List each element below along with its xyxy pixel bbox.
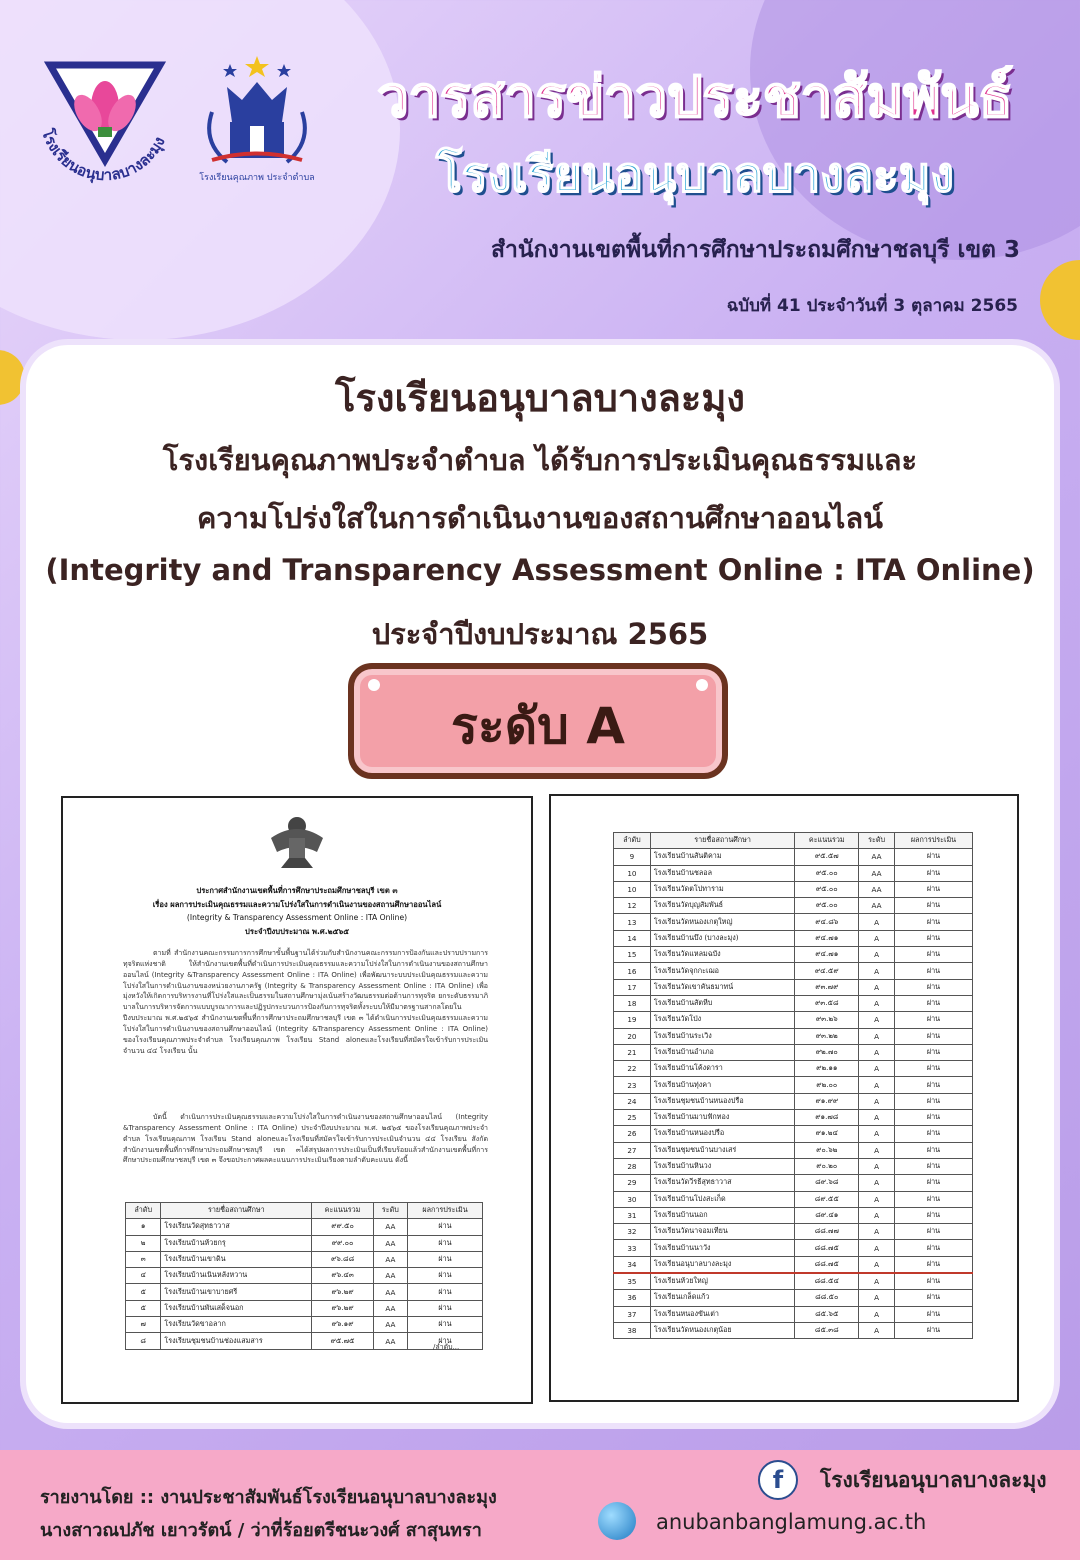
table-header-cell: รายชื่อสถานศึกษา <box>650 833 795 849</box>
facebook-page-name[interactable]: โรงเรียนอนุบาลบางละมุง <box>820 1468 1047 1492</box>
table-cell: ๘๘.๗๗ <box>795 1224 859 1240</box>
table-cell: โรงเรียนบ้านทุ่งคา <box>650 1077 795 1093</box>
table-cell: 24 <box>614 1093 651 1109</box>
table-cell: ๙๑.๒๔ <box>795 1126 859 1142</box>
table-row <box>614 1061 973 1077</box>
table-cell: ผ่าน <box>894 1175 972 1191</box>
table-row <box>614 1306 973 1322</box>
table-cell: โรงเรียนบ้านอำเภอ <box>650 1044 795 1060</box>
table-header-cell: รายชื่อสถานศึกษา <box>161 1203 312 1219</box>
table-cell: ๔ <box>126 1268 161 1284</box>
table-row <box>614 1240 973 1256</box>
ranking-document <box>549 794 1019 1402</box>
table-cell: 29 <box>614 1175 651 1191</box>
table-row <box>614 1093 973 1109</box>
doc-heading-4: ประจำปีงบประมาณ พ.ศ.๒๕๖๕ <box>245 926 349 936</box>
table-cell: ๙๔.๘๖ <box>795 914 859 930</box>
table-cell: ๙๓.๗๙ <box>795 979 859 995</box>
card-line-1: โรงเรียนคุณภาพประจำตำบล ได้รับการประเมินคุณธรรมและ <box>162 443 918 477</box>
level-badge <box>348 663 728 779</box>
table-cell: 15 <box>614 947 651 963</box>
table-row <box>614 898 973 914</box>
table-cell: ผ่าน <box>894 1158 972 1174</box>
globe-icon <box>598 1502 636 1540</box>
table-row <box>614 849 973 865</box>
table-cell: ผ่าน <box>894 1110 972 1126</box>
table-row <box>126 1251 483 1267</box>
table-row <box>614 914 973 930</box>
table-cell: AA <box>373 1268 407 1284</box>
card-line-3: (Integrity and Transparency Assessment Online : ITA Online) <box>45 553 1035 587</box>
table-cell: โรงเรียนบ้านเนินหลังหวาน <box>161 1268 312 1284</box>
table-cell: โรงเรียนวัดหนองเกตุใหญ่ <box>650 914 795 930</box>
table-cell: 9 <box>614 849 651 865</box>
table-cell: ๙๙.๐๐ <box>312 1235 373 1251</box>
table-cell: 17 <box>614 979 651 995</box>
table-row <box>126 1333 483 1349</box>
table-row <box>614 1126 973 1142</box>
table-cell: AA <box>373 1333 407 1349</box>
table-cell: AA <box>859 865 895 881</box>
table-cell: 32 <box>614 1224 651 1240</box>
table-row <box>126 1317 483 1333</box>
table-cell: ๙๕.๐๐ <box>795 865 859 881</box>
table-cell: ๙๒.๐๐ <box>795 1077 859 1093</box>
table-cell: โรงเรียนวัดหนองเกตุน้อย <box>650 1322 795 1338</box>
card-school-title: โรงเรียนอนุบาลบางละมุง <box>335 376 745 420</box>
table-cell: A <box>859 1110 895 1126</box>
table-cell: ๙๙.๕๐ <box>312 1219 373 1235</box>
table-cell: 20 <box>614 1028 651 1044</box>
table-cell: โรงเรียนหนองขันเต่า <box>650 1306 795 1322</box>
table-cell: 26 <box>614 1126 651 1142</box>
table-cell: ผ่าน <box>894 995 972 1011</box>
table-cell: AA <box>859 881 895 897</box>
table-row <box>126 1284 483 1300</box>
table-cell: ผ่าน <box>894 914 972 930</box>
table-row <box>614 1175 973 1191</box>
table-row <box>614 1142 973 1158</box>
table-cell: โรงเรียนวัดขาอลาก <box>161 1317 312 1333</box>
table-cell: ผ่าน <box>894 865 972 881</box>
table-cell: ๘ <box>126 1333 161 1349</box>
table-header-cell: ผลการประเมิน <box>894 833 972 849</box>
table-row <box>614 947 973 963</box>
table-cell: โรงเรียนอนุบาลบางละมุง <box>650 1256 795 1273</box>
table-row <box>126 1300 483 1316</box>
table-cell: โรงเรียนบ้านนอก <box>650 1207 795 1223</box>
level-badge-text: ระดับ A <box>450 697 626 755</box>
table-cell: A <box>859 1273 895 1290</box>
table-cell: 27 <box>614 1142 651 1158</box>
issue-date: ฉบับที่ 41 ประจำวันที่ 3 ตุลาคม 2565 <box>726 296 1018 316</box>
table-cell: โรงเรียนบ้านระเวิง <box>650 1028 795 1044</box>
table-header-cell: ระดับ <box>373 1203 407 1219</box>
table-row <box>614 1290 973 1306</box>
table-cell: ผ่าน <box>894 1290 972 1306</box>
table-cell: 33 <box>614 1240 651 1256</box>
decorative-circle <box>1040 260 1080 340</box>
table-cell: A <box>859 1175 895 1191</box>
table-row <box>614 1224 973 1240</box>
continued-note: /ลำดับ... <box>433 1343 460 1351</box>
table-row <box>126 1235 483 1251</box>
table-row <box>614 979 973 995</box>
table-cell: ผ่าน <box>894 1077 972 1093</box>
table-cell: ๘๕.๖๕ <box>795 1306 859 1322</box>
table-cell: ผ่าน <box>894 1044 972 1060</box>
doc-heading-2: เรื่อง ผลการประเมินคุณธรรมและความโปร่งใสในการดำเนินงานของสถานศึกษาออนไลน์ <box>152 899 442 909</box>
table-cell: ผ่าน <box>894 1012 972 1028</box>
garuda-emblem <box>267 812 327 874</box>
table-cell: ๙๐.๒๐ <box>795 1158 859 1174</box>
table-cell: 36 <box>614 1290 651 1306</box>
table-cell: โรงเรียนวัดโป่ง <box>650 1012 795 1028</box>
announcement-document <box>61 796 533 1404</box>
table-header-cell: คะแนนรวม <box>312 1203 373 1219</box>
table-cell: โรงเรียนวัดตโปทาราม <box>650 881 795 897</box>
table-cell: ผ่าน <box>894 881 972 897</box>
table-row <box>614 1207 973 1223</box>
table-cell: 18 <box>614 995 651 1011</box>
table-cell: โรงเรียนชุมชนบ้านบางเสร่ <box>650 1142 795 1158</box>
table-cell: A <box>859 1061 895 1077</box>
office-name: สำนักงานเขตพื้นที่การศึกษาประถมศึกษาชลบุรี เขต 3 <box>490 237 1020 263</box>
table-cell: AA <box>373 1235 407 1251</box>
table-cell: ๙๖.๔๓ <box>312 1268 373 1284</box>
table-cell: ผ่าน <box>894 1126 972 1142</box>
table-cell: โรงเรียนบ้านเขาดิน <box>161 1251 312 1267</box>
table-cell: ๙๓.๒๖ <box>795 1012 859 1028</box>
table-cell: 10 <box>614 865 651 881</box>
table-cell: 35 <box>614 1273 651 1290</box>
table-cell: A <box>859 1207 895 1223</box>
table-row <box>614 881 973 897</box>
table-cell: ๗ <box>126 1317 161 1333</box>
table-cell: โรงเรียนวัดจุกกะเฌอ <box>650 963 795 979</box>
table-cell: โรงเรียนบ้านบึง (บางละมุง) <box>650 930 795 946</box>
table-row <box>614 1110 973 1126</box>
doc-heading-1: ประกาศสำนักงานเขตพื้นที่การศึกษาประถมศึกษาชลบุรี เขต ๓ <box>196 886 398 895</box>
table-cell: ๙๐.๖๒ <box>795 1142 859 1158</box>
table-cell: 19 <box>614 1012 651 1028</box>
card-line-2: ความโปร่งใสในการดำเนินงานของสถานศึกษาออนไลน์ <box>197 501 883 535</box>
table-cell: 14 <box>614 930 651 946</box>
table-cell: AA <box>859 849 895 865</box>
table-cell: A <box>859 1240 895 1256</box>
table-cell: A <box>859 1191 895 1207</box>
table-cell: ผ่าน <box>894 1061 972 1077</box>
table-cell: ๙๖.๒๙ <box>312 1284 373 1300</box>
table-cell: ผ่าน <box>408 1219 483 1235</box>
table-cell: โรงเรียนบ้านชลอล <box>650 865 795 881</box>
table-cell: ผ่าน <box>894 1240 972 1256</box>
table-cell: AA <box>373 1317 407 1333</box>
table-cell: A <box>859 1290 895 1306</box>
table-row <box>614 995 973 1011</box>
table-cell: 22 <box>614 1061 651 1077</box>
table-cell: A <box>859 1077 895 1093</box>
table-cell: โรงเรียนวัดแหลมฉบัง <box>650 947 795 963</box>
table-cell: โรงเรียนบ้านเขาบายศรี <box>161 1284 312 1300</box>
logo2-text: โรงเรียนคุณภาพ ประจำตำบล <box>199 173 315 183</box>
table-cell: ๘๘.๗๕ <box>795 1240 859 1256</box>
table-cell: 38 <box>614 1322 651 1338</box>
table-cell: AA <box>373 1284 407 1300</box>
table-cell: ผ่าน <box>894 849 972 865</box>
table-cell: ๓ <box>126 1251 161 1267</box>
table-cell: ๙๖.๒๙ <box>312 1300 373 1316</box>
table-header-cell: คะแนนรวม <box>795 833 859 849</box>
table-cell: AA <box>373 1219 407 1235</box>
table-row <box>126 1219 483 1235</box>
table-cell: A <box>859 1044 895 1060</box>
facebook-icon[interactable]: f <box>758 1460 798 1500</box>
table-row <box>614 865 973 881</box>
table-row <box>614 1077 973 1093</box>
table-cell: ๘๙.๔๑ <box>795 1207 859 1223</box>
table-cell: โรงเรียนวัดสุทธาวาส <box>161 1219 312 1235</box>
table-cell: โรงเรียนบ้านสัตหีบ <box>650 995 795 1011</box>
table-cell: ผ่าน <box>408 1333 483 1349</box>
table-cell: 34 <box>614 1256 651 1273</box>
card-line-4: ประจำปีงบประมาณ 2565 <box>371 617 709 651</box>
table-cell: ผ่าน <box>894 1093 972 1109</box>
table-cell: โรงเรียนบ้านมาบฟักทอง <box>650 1110 795 1126</box>
table-cell: โรงเรียนบ้านห้วยกรุ <box>161 1235 312 1251</box>
table-cell: A <box>859 1126 895 1142</box>
table-cell: ๕ <box>126 1300 161 1316</box>
table-cell: ผ่าน <box>408 1300 483 1316</box>
table-cell: โรงเรียนวัดเขาคันธมาทน์ <box>650 979 795 995</box>
table-cell: 12 <box>614 898 651 914</box>
table-cell: โรงเรียนชุมชนบ้านหนองปรือ <box>650 1093 795 1109</box>
doc-paragraph-2: บัดนี้ ดำเนินการประเมินคุณธรรมและความโปร่งใสในการดำเนินงานของสถานศึกษาออนไลน์ (Integrity &Transparency Assessment Online : ITA Online) ประจำปีงบประมาณ พ.ศ. ๒๕๖๕ ของโรงเรียนคุณภาพประจำตำบล โรงเรียนคุณภาพ โรงเรียน Stand aloneและโรงเรียนที่สมัครใจเข้ารับการประเมินจำนวน ๔๔ โรงเรียน สังกัดสำนักงานเขตพื้นที่การศึกษาประถมศึกษาชลบุรี เขต ๓ได้สรุปผลการประเมินเป็นที่เรียบร้อยแล้วสำนักงานเขตพื้นที่การศึกษาประถมศึกษาชลบุรี เขต ๓ จึงขอประกาศผลคะแนนการประเมินเรียงตามลำดับคะแนน ดังนี้ <box>123 1113 488 1165</box>
table-cell: โรงเรียนบ้านโปงสะเก็ด <box>650 1191 795 1207</box>
journal-title: วารสารข่าวประชาสัมพันธ์ <box>377 65 1013 130</box>
table-cell: ๙๕.๗๕ <box>312 1333 373 1349</box>
table-cell: ๙๓.๒๒ <box>795 1028 859 1044</box>
table-header-cell: ลำดับ <box>126 1203 161 1219</box>
table-cell: ผ่าน <box>894 1322 972 1338</box>
table-cell: ผ่าน <box>408 1268 483 1284</box>
logo1-text: โรงเรียนอนุบาลบางละมุง <box>38 126 169 185</box>
table-cell: โรงเรียนบ้านสันติคาม <box>650 849 795 865</box>
table-row <box>614 930 973 946</box>
table-cell: AA <box>373 1300 407 1316</box>
table-cell: ๙๔.๗๑ <box>795 947 859 963</box>
table-row <box>614 1322 973 1338</box>
table-cell: โรงเรียนห้วยใหญ่ <box>650 1273 795 1290</box>
table-cell: ผ่าน <box>894 1273 972 1290</box>
table-cell: 31 <box>614 1207 651 1223</box>
table-cell: AA <box>859 898 895 914</box>
table-cell: ผ่าน <box>894 1306 972 1322</box>
table-cell: 23 <box>614 1077 651 1093</box>
table-row <box>126 1268 483 1284</box>
table-cell: A <box>859 930 895 946</box>
table-cell: A <box>859 1322 895 1338</box>
table-row <box>614 1256 973 1273</box>
table-cell: A <box>859 1028 895 1044</box>
table-cell: A <box>859 1012 895 1028</box>
table-row <box>614 1044 973 1060</box>
results-table-right <box>613 832 973 1339</box>
table-cell: ๘๙.๕๕ <box>795 1191 859 1207</box>
table-cell: A <box>859 1093 895 1109</box>
table-cell: 21 <box>614 1044 651 1060</box>
table-cell: A <box>859 1256 895 1273</box>
table-cell: ๙๖.๑๙ <box>312 1317 373 1333</box>
table-cell: ผ่าน <box>894 1207 972 1223</box>
website-link[interactable]: anubanbanglamung.ac.th <box>656 1510 927 1534</box>
table-cell: A <box>859 1224 895 1240</box>
table-cell: A <box>859 963 895 979</box>
table-row <box>614 963 973 979</box>
table-cell: ๙๖.๘๘ <box>312 1251 373 1267</box>
decorative-circle <box>0 350 25 405</box>
table-cell: ๙๕.๕๗ <box>795 849 859 865</box>
table-cell: ผ่าน <box>894 1224 972 1240</box>
footer-reporter-names: นางสาวณปภัช เยาวรัตน์ / ว่าที่ร้อยตรีชนะวงศ์ สาสุนทรา <box>40 1520 482 1541</box>
table-header-cell: ผลการประเมิน <box>408 1203 483 1219</box>
table-cell: ๘๘.๕๔ <box>795 1273 859 1290</box>
table-cell: โรงเรียนวัดนาจอมเทียน <box>650 1224 795 1240</box>
table-row <box>614 1273 973 1290</box>
table-cell: ๘๙.๖๘ <box>795 1175 859 1191</box>
quality-school-logo <box>182 52 332 187</box>
table-cell: ๙๓.๕๘ <box>795 995 859 1011</box>
table-header-cell: ลำดับ <box>614 833 651 849</box>
table-cell: ผ่าน <box>894 898 972 914</box>
table-cell: ๙๑.๙๙ <box>795 1093 859 1109</box>
table-cell: โรงเรียนวัดวีรธีสุทธาวาส <box>650 1175 795 1191</box>
table-cell: โรงเรียนบ้านโค้งดารา <box>650 1061 795 1077</box>
table-cell: ผ่าน <box>894 930 972 946</box>
table-cell: ผ่าน <box>894 947 972 963</box>
table-cell: ๙๔.๗๑ <box>795 930 859 946</box>
table-cell: โรงเรียนบ้านนาวัง <box>650 1240 795 1256</box>
table-cell: ผ่าน <box>894 979 972 995</box>
table-cell: ผ่าน <box>894 1256 972 1273</box>
table-cell: ๙๔.๕๙ <box>795 963 859 979</box>
table-cell: 25 <box>614 1110 651 1126</box>
table-cell: ผ่าน <box>408 1317 483 1333</box>
table-cell: ๙๕.๐๐ <box>795 881 859 897</box>
results-table-left <box>125 1202 483 1350</box>
table-cell: 37 <box>614 1306 651 1322</box>
table-cell: โรงเรียนบ้านหนองปรือ <box>650 1126 795 1142</box>
table-cell: A <box>859 947 895 963</box>
table-row <box>614 1028 973 1044</box>
table-cell: 16 <box>614 963 651 979</box>
table-cell: AA <box>373 1251 407 1267</box>
table-cell: 13 <box>614 914 651 930</box>
table-cell: ผ่าน <box>894 1191 972 1207</box>
table-cell: ๘๕.๓๘ <box>795 1322 859 1338</box>
table-cell: ๙๒.๑๑ <box>795 1061 859 1077</box>
table-cell: โรงเรียนเกล็ดแก้ว <box>650 1290 795 1306</box>
table-cell: ผ่าน <box>894 1142 972 1158</box>
table-cell: A <box>859 995 895 1011</box>
table-cell: ผ่าน <box>894 963 972 979</box>
table-cell: โรงเรียนบ้านพันเสด็จนอก <box>161 1300 312 1316</box>
content-card <box>26 345 1054 1423</box>
table-cell: ๒ <box>126 1235 161 1251</box>
footer-reporter: รายงานโดย :: งานประชาสัมพันธ์โรงเรียนอนุบาลบางละมุง <box>40 1487 497 1508</box>
table-cell: ๘๘.๗๕ <box>795 1256 859 1273</box>
table-cell: ผ่าน <box>408 1284 483 1300</box>
table-cell: A <box>859 914 895 930</box>
table-cell: 30 <box>614 1191 651 1207</box>
table-row <box>614 1012 973 1028</box>
table-cell: 28 <box>614 1158 651 1174</box>
table-cell: ผ่าน <box>408 1251 483 1267</box>
table-cell: โรงเรียนวัดบุญสัมพันธ์ <box>650 898 795 914</box>
table-cell: ๙๒.๗๐ <box>795 1044 859 1060</box>
table-cell: ๙๑.๗๘ <box>795 1110 859 1126</box>
table-cell: ๑ <box>126 1219 161 1235</box>
table-row <box>614 1191 973 1207</box>
table-cell: A <box>859 1142 895 1158</box>
table-cell: ๙๕.๐๐ <box>795 898 859 914</box>
table-cell: ๘๘.๕๐ <box>795 1290 859 1306</box>
doc-heading-3: (Integrity & Transparency Assessment Online : ITA Online) <box>186 913 408 923</box>
doc-paragraph-1: ตามที่ สำนักงานคณะกรรมการการศึกษาขั้นพื้นฐานได้ร่วมกับสำนักงานคณะกรรมการป้องกันและปราบปรามการทุจริตแห่งชาติ ให้สำนักงานเขตพื้นที่ดำเนินการประเมินคุณธรรมและความโปร่งใสในการดำเนินงานของสถานศึกษาออนไลน์ (Integrity &Transparency Assessment Online : ITA Online) เพื่อพัฒนาระบบประเมินคุณธรรมและความโปร่งใสในการดำเนินงานของหน่วยงานภาครัฐ (Integrity & Transparency Assessment Online : ITA Online) เพื่อมุ่งหวังให้เกิดการบริหารงานที่โปร่งใสและเป็นธรรมในสถานศึกษามุ่งเน้นสร้างวัฒนธรรมต่อต้านการทุจริต ยกระดับธรรมาภิบาลในการบริหารจัดการแบบบูรณาการและปฏิรูปกระบวนการป้องกันการทุจริตทั้งระบบให้มีมาตรฐานสากลโดยในปีงบประมาณ พ.ศ.๒๕๖๕ สำนักงานเขตพื้นที่การศึกษาประถมศึกษาชลบุรี เขต ๓ ได้ดำเนินการประเมินคุณธรรมและความโปร่งใสในการดำเนินงานของสถานศึกษาออนไลน์ (Integrity &Transparency Assessment Online : ITA Online) ของโรงเรียนคุณภาพประจำตำบล โรงเรียนคุณภาพ โรงเรียน Stand aloneและโรงเรียนที่สมัครใจเข้ารับการประเมินจำนวน ๔๔ โรงเรียน นั้น <box>123 949 488 1055</box>
table-cell: โรงเรียนชุมชนบ้านช่องแสมสาร <box>161 1333 312 1349</box>
table-cell: โรงเรียนบ้านหินวง <box>650 1158 795 1174</box>
table-cell: 10 <box>614 881 651 897</box>
table-cell: ๕ <box>126 1284 161 1300</box>
table-cell: A <box>859 1158 895 1174</box>
table-cell: A <box>859 979 895 995</box>
table-row <box>614 1158 973 1174</box>
table-cell: ผ่าน <box>408 1235 483 1251</box>
school-logo-lotus <box>30 55 180 195</box>
table-cell: A <box>859 1306 895 1322</box>
school-name-header: โรงเรียนอนุบาลบางละมุง <box>436 147 954 203</box>
table-cell: ผ่าน <box>894 1028 972 1044</box>
table-header-cell: ระดับ <box>859 833 895 849</box>
